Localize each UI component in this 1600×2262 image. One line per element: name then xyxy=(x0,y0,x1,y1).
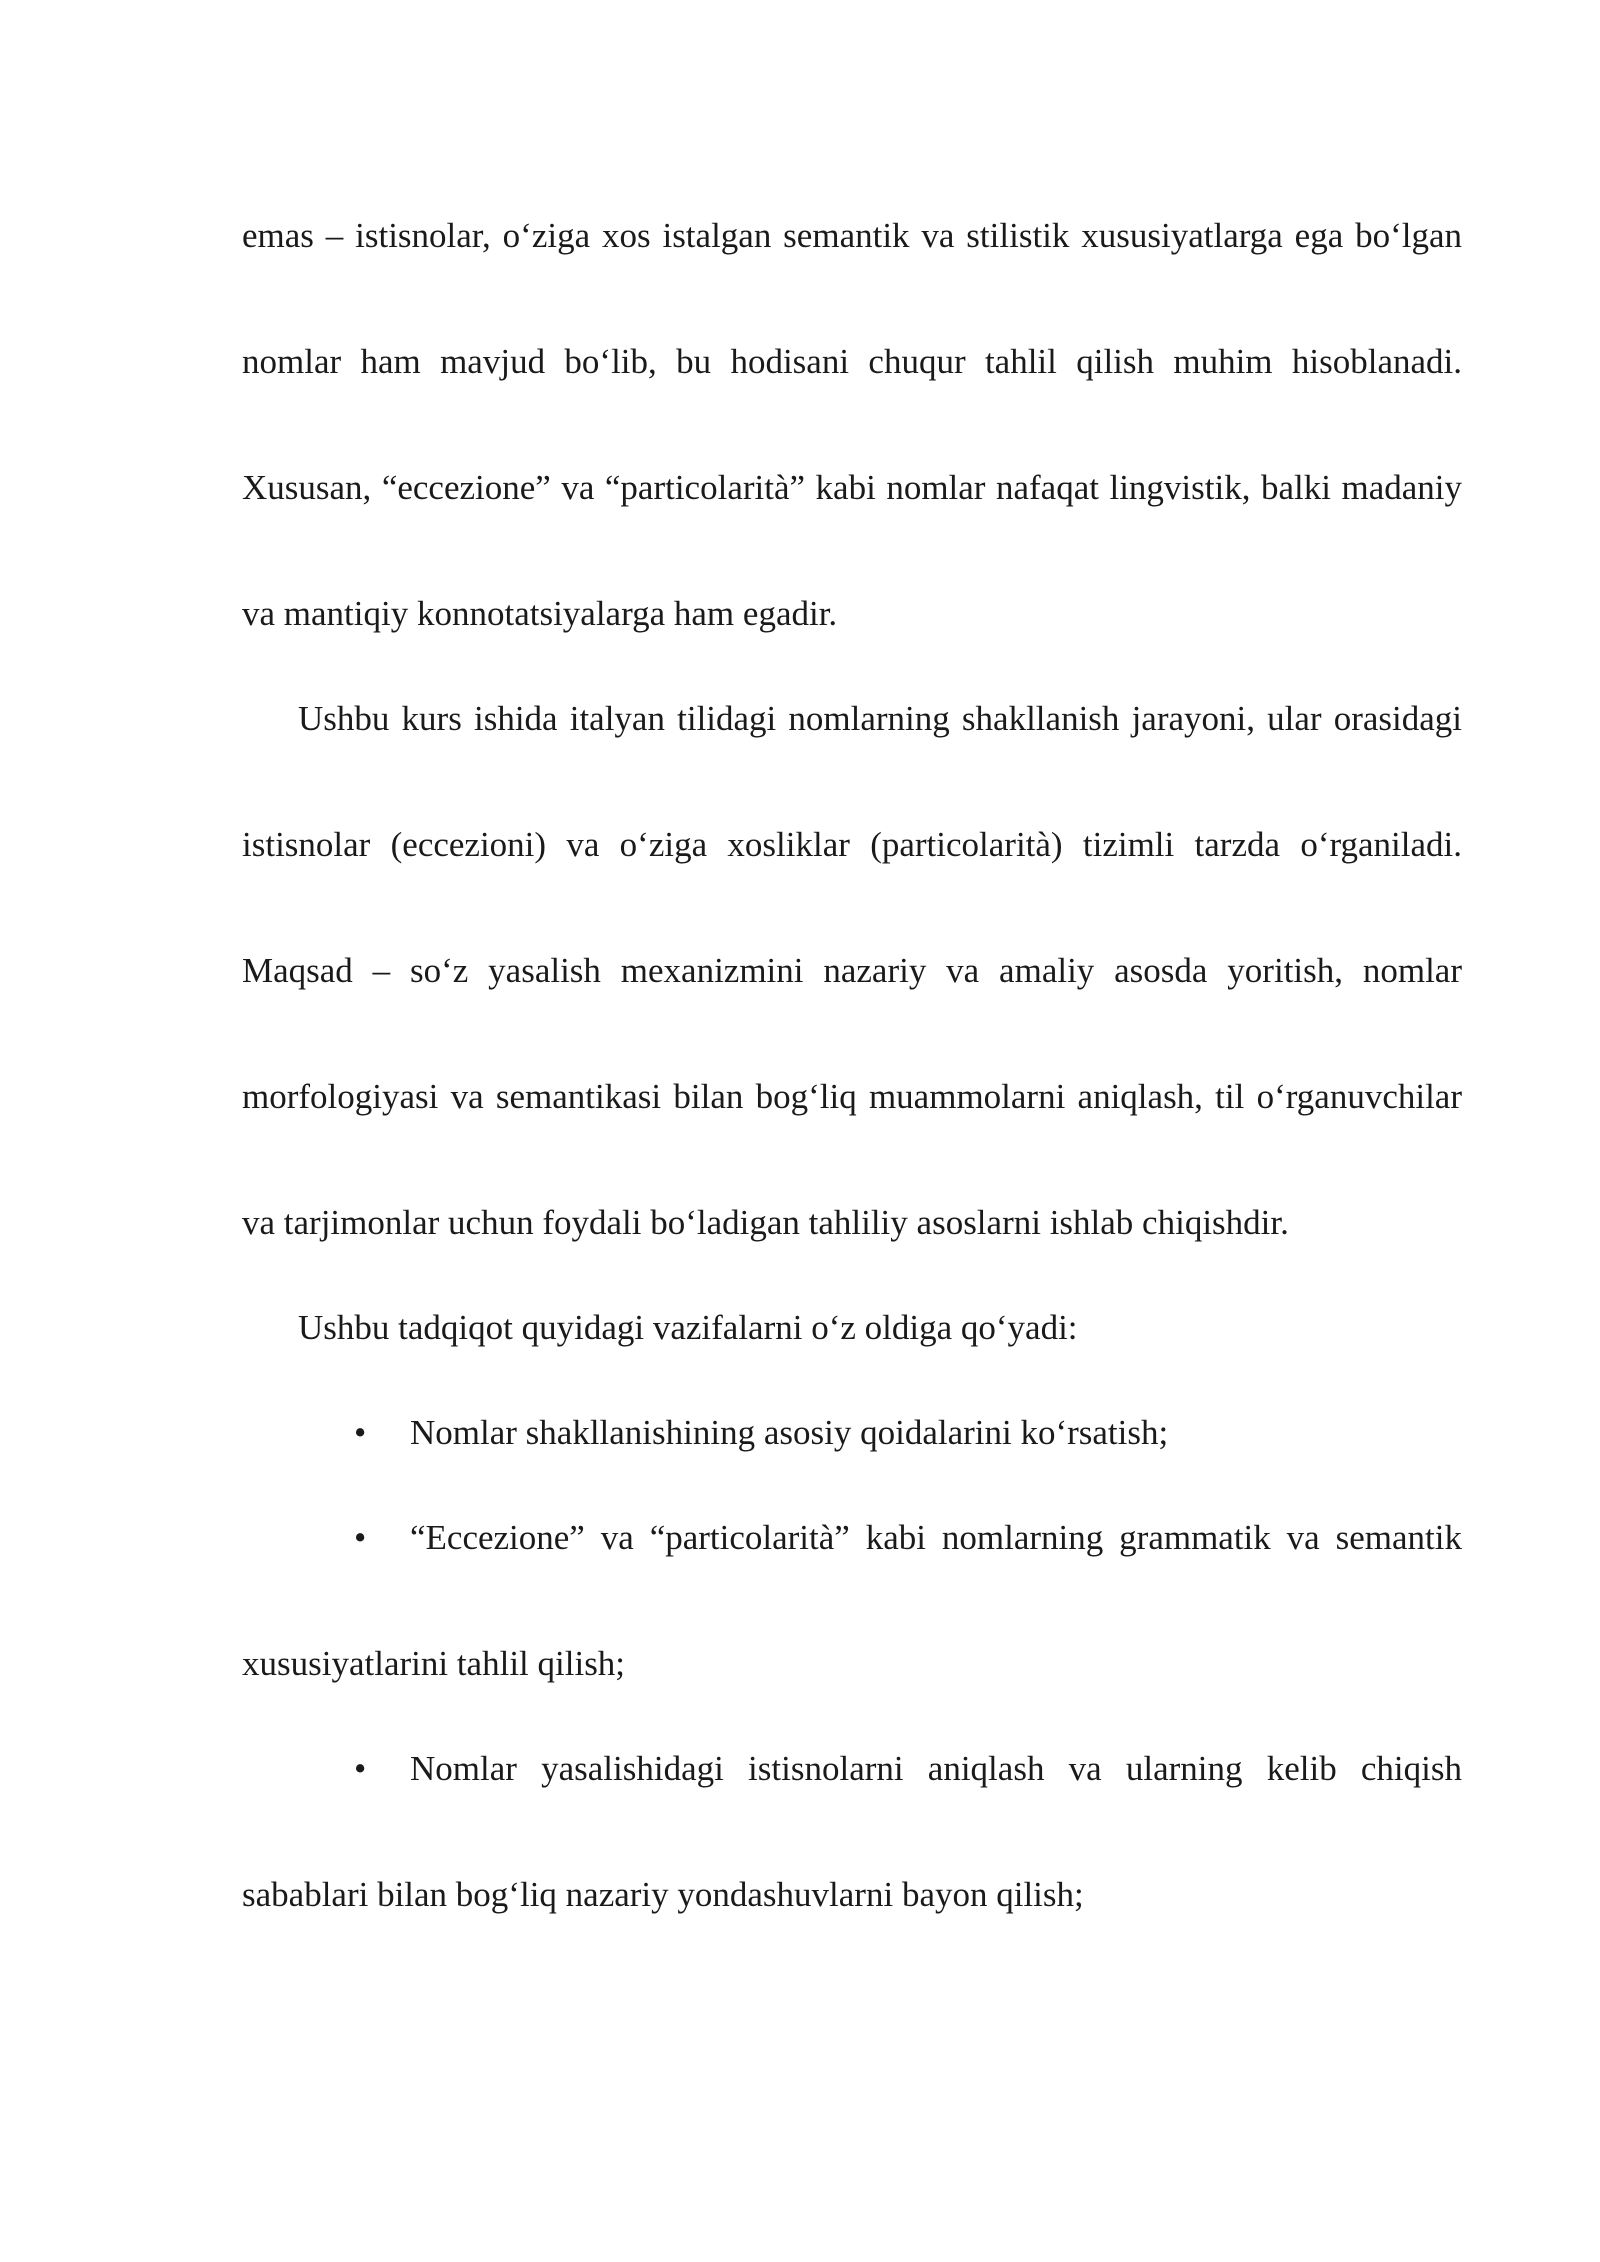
paragraph-course-goal: Ushbu kurs ishida italyan tilidagi nomlarning shakllanish jarayoni, ular orasidagi istisnolar (eccezioni) va o‘ziga xosliklar (particolarità) tizimli tarzda o‘rganiladi. Maqsad – so‘z yasalish mexanizmini nazariy va amaliy asosda yoritish, nomlar morfologiyasi va semantikasi bilan bog‘liq muammolarni aniqlash, til o‘rganuvchilar va tarjimonlar uchun foydali bo‘ladigan tahliliy asoslarni ishlab chiqishdir. xyxy=(242,699,1462,1242)
list-item xyxy=(242,1475,1462,1727)
list-item-text: Nomlar yasalishidagi istisnolarni aniqlash va ularning kelib chiqish sabablari bilan bog‘liq nazariy yondashuvlarni bayon qilish; xyxy=(242,1749,1462,1914)
bullet-icon: • xyxy=(354,1413,367,1452)
paragraph-continuation: emas – istisnolar, o‘ziga xos istalgan semantik va stilistik xususiyatlarga ega bo‘lgan nomlar ham mavjud bo‘lib, bu hodisani chuqur tahlil qilish muhim hisoblanadi. Xususan, “eccezione” va “particolarità” kabi nomlar nafaqat lingvistik, balki madaniy va mantiqiy konnotatsiyalarga ham egadir. xyxy=(242,216,1462,633)
document-body xyxy=(242,173,1462,1958)
list-item-text: “Eccezione” va “particolarità” kabi nomlarning grammatik va semantik xususiyatlarini tahlil qilish; xyxy=(242,1518,1462,1683)
bullet-icon: • xyxy=(354,1749,367,1788)
bullet-icon: • xyxy=(354,1518,367,1557)
list-item-text: Nomlar shakllanishining asosiy qoidalarini ko‘rsatish; xyxy=(410,1413,1169,1452)
paragraph-tasks-intro: Ushbu tadqiqot quyidagi vazifalarni o‘z oldiga qo‘yadi: xyxy=(298,1308,1078,1347)
list-item xyxy=(242,1706,1462,1958)
